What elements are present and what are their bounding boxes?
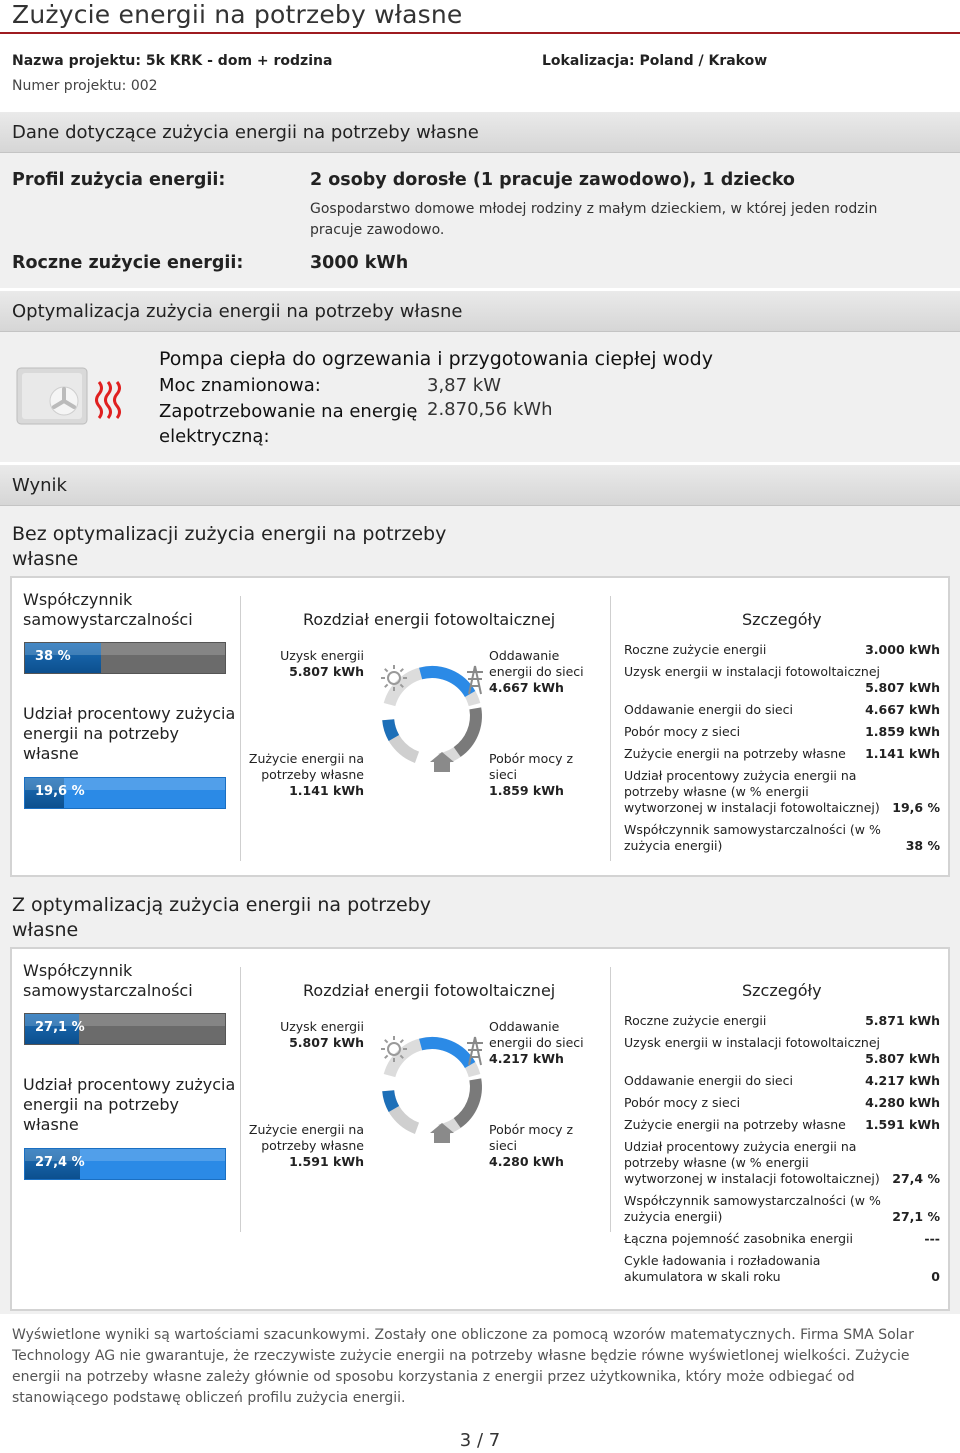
details-value: 27,4 % — [892, 1171, 940, 1186]
autarky-bar — [24, 642, 226, 674]
details-key: Pobór mocy z sieci — [624, 1095, 741, 1110]
sun-ray — [400, 1040, 403, 1043]
heat-pump-icon — [16, 367, 88, 425]
share-label: Udział procentowy zużycia energii na potrzeby własne — [23, 704, 236, 763]
column-divider — [240, 596, 241, 861]
details-value: 1.141 kWh — [865, 746, 940, 761]
details-column-title: Szczegóły — [742, 610, 822, 629]
scenario-title: Z optymalizacją zużycia energii na potrzeby własne — [12, 894, 432, 941]
details-value: 1.859 kWh — [865, 724, 940, 739]
result-section-title: Wynik — [12, 475, 67, 496]
details-row — [624, 1095, 940, 1111]
details-value: 5.807 kWh — [865, 680, 940, 695]
optimization-section-title: Optymalizacja zużycia energii na potrzeby własne — [12, 301, 463, 322]
demand-value: 2.870,56 kWh — [427, 399, 553, 420]
feed-in-label: Oddawanie energii do sieci 4.667 kWh — [489, 648, 584, 695]
column-divider — [240, 967, 241, 1232]
power-label: Moc znamionowa: — [159, 375, 321, 396]
consumption-section-header — [0, 111, 960, 153]
details-key: Uzysk energii w instalacji fotowoltaicznej — [624, 664, 880, 679]
details-row — [624, 822, 940, 854]
device-title: Pompa ciepła do ogrzewania i przygotowania ciepłej wody — [159, 348, 713, 370]
details-value: 4.667 kWh — [865, 702, 940, 717]
details-row — [624, 1035, 940, 1067]
details-value: 4.217 kWh — [865, 1073, 940, 1088]
details-value: 4.280 kWh — [865, 1095, 940, 1110]
ring-feed-in-arc — [421, 1043, 471, 1065]
self-consumption-label: Zużycie energii na potrzeby własne 1.591 kWh — [248, 1122, 364, 1169]
result-section-header — [0, 464, 960, 506]
annual-value: 3000 kWh — [310, 253, 409, 273]
sun-ray — [385, 1040, 388, 1043]
ring-grid-arc — [457, 708, 476, 752]
grid-purchase-label: Pobór mocy z sieci 4.280 kWh — [489, 1122, 574, 1169]
optimization-section-header — [0, 290, 960, 332]
ring-grid-arc — [457, 1079, 476, 1123]
pv-split-column-title: Rozdział energii fotowoltaicznej — [303, 981, 556, 1000]
autarky-bar — [24, 1013, 226, 1045]
sun-icon — [381, 1036, 407, 1062]
heat-waves-icon — [94, 380, 124, 420]
project-location: Lokalizacja: Poland / Krakow — [542, 53, 768, 69]
pylon-icon — [467, 1037, 483, 1065]
details-key: Udział procentowy zużycia energii na potrzeby własne (w % energii wytworzonej w instalacji fotowoltaicznej) — [624, 1139, 880, 1186]
optimization-panel — [0, 332, 960, 462]
share-value: 27,4 % — [35, 1155, 85, 1170]
page-number: 3 / 7 — [459, 1430, 501, 1451]
pv-distribution-ring — [372, 1025, 492, 1157]
profile-value: 2 osoby dorosłe (1 pracuje zawodowo), 1 dziecko — [310, 170, 795, 190]
project-number: Numer projektu: 002 — [12, 78, 158, 94]
details-key: Zużycie energii na potrzeby własne — [624, 1117, 846, 1132]
sun-icon — [381, 665, 407, 691]
autarky-value: 38 % — [35, 649, 71, 664]
pylon-shape — [467, 666, 483, 694]
details-key: Zużycie energii na potrzeby własne — [624, 746, 846, 761]
pv-distribution-ring — [372, 654, 492, 786]
details-row — [624, 1117, 940, 1133]
details-value: 5.807 kWh — [865, 1051, 940, 1066]
self-consumption-label: Zużycie energii na potrzeby własne 1.141 kWh — [248, 751, 364, 798]
details-key: Oddawanie energii do sieci — [624, 702, 793, 717]
details-value: 19,6 % — [892, 800, 940, 815]
column-divider — [610, 596, 611, 861]
consumption-section-title: Dane dotyczące zużycia energii na potrzeby własne — [12, 122, 479, 143]
details-value: 27,1 % — [892, 1209, 940, 1224]
grid-purchase-label: Pobór mocy z sieci 1.859 kWh — [489, 751, 574, 798]
share-bar — [24, 777, 226, 809]
pv-split-column-title: Rozdział energii fotowoltaicznej — [303, 610, 556, 629]
details-value: 1.591 kWh — [865, 1117, 940, 1132]
details-row — [624, 1253, 940, 1285]
details-row — [624, 1193, 940, 1225]
sun-ray — [400, 669, 403, 672]
details-value: 3.000 kWh — [865, 642, 940, 657]
autarky-value: 27,1 % — [35, 1020, 85, 1035]
details-row — [624, 1139, 940, 1187]
details-key: Współczynnik samowystarczalności (w % zużycia energii) — [624, 822, 881, 853]
ring-self-arc — [388, 720, 394, 738]
pylon-shape — [467, 1037, 483, 1065]
yield-label: Uzysk energii 5.807 kWh — [280, 648, 364, 679]
details-value: --- — [924, 1231, 940, 1246]
pylon-icon — [467, 666, 483, 694]
demand-label: Zapotrzebowanie na energię elektryczną: — [159, 401, 418, 447]
details-key: Roczne zużycie energii — [624, 1013, 767, 1028]
details-row — [624, 1231, 940, 1247]
details-row — [624, 768, 940, 816]
details-column-title: Szczegóły — [742, 981, 822, 1000]
details-key: Roczne zużycie energii — [624, 642, 767, 657]
profile-label: Profil zużycia energii: — [12, 170, 226, 190]
title-rule — [0, 32, 960, 34]
scenario-panel-with — [10, 947, 950, 1311]
scenario-title: Bez optymalizacji zużycia energii na potrzeby własne — [12, 523, 447, 570]
details-value: 0 — [931, 1269, 940, 1284]
details-row — [624, 724, 940, 740]
share-bar — [24, 1148, 226, 1180]
sun-core — [388, 1043, 400, 1055]
details-row — [624, 1073, 940, 1089]
details-key: Oddawanie energii do sieci — [624, 1073, 793, 1088]
details-row — [624, 1013, 940, 1029]
sun-ray — [385, 1055, 388, 1058]
consumption-panel — [0, 153, 960, 288]
details-row — [624, 746, 940, 762]
annual-label: Roczne zużycie energii: — [12, 253, 244, 273]
power-value: 3,87 kW — [427, 375, 502, 396]
project-name: Nazwa projektu: 5k KRK - dom + rodzina — [12, 53, 333, 69]
details-key: Cykle ładowania i rozładowania akumulatora w skali roku — [624, 1253, 821, 1284]
details-key: Udział procentowy zużycia energii na potrzeby własne (w % energii wytworzonej w instalacji fotowoltaicznej) — [624, 768, 880, 815]
ring-feed-in-arc — [421, 672, 471, 694]
share-label: Udział procentowy zużycia energii na potrzeby własne — [23, 1075, 236, 1134]
details-row — [624, 664, 940, 696]
disclaimer: Wyświetlone wyniki są wartościami szacunkowymi. Zostały one obliczone za pomocą wzorów matematycznych. Firma SMA Solar Technology AG nie gwarantuje, że rzeczywiste zużycie energii na potrzeby własne będzie równe wyświetlonej wielkości. Zużycie energii na potrzeby własne zależy głównie od sposobu korzystania z energii przez użytkownika, który może odbiegać od stanowiącego podstawę obliczeń profilu zużycia energii. — [12, 1327, 914, 1406]
autarky-column-title: Współczynnik samowystarczalności — [23, 590, 193, 629]
autarky-column-title: Współczynnik samowystarczalności — [23, 961, 193, 1000]
sun-ray — [385, 669, 388, 672]
details-row — [624, 702, 940, 718]
details-value: 5.871 kWh — [865, 1013, 940, 1028]
details-row — [624, 642, 940, 658]
details-value: 38 % — [905, 838, 940, 853]
feed-in-label: Oddawanie energii do sieci 4.217 kWh — [489, 1019, 584, 1066]
ring-self-arc — [388, 1091, 394, 1109]
profile-description: Gospodarstwo domowe młodej rodziny z małym dzieckiem, w której jeden rodzin pracuje zawodowo. — [310, 201, 878, 238]
page-title: Zużycie energii na potrzeby własne — [12, 0, 463, 29]
column-divider — [610, 967, 611, 1232]
details-key: Uzysk energii w instalacji fotowoltaicznej — [624, 1035, 880, 1050]
details-key: Współczynnik samowystarczalności (w % zużycia energii) — [624, 1193, 881, 1224]
sun-core — [388, 672, 400, 684]
share-value: 19,6 % — [35, 784, 85, 799]
details-key: Pobór mocy z sieci — [624, 724, 741, 739]
yield-label: Uzysk energii 5.807 kWh — [280, 1019, 364, 1050]
sun-ray — [385, 684, 388, 687]
details-key: Łączna pojemność zasobnika energii — [624, 1231, 853, 1246]
scenario-panel-without — [10, 576, 950, 877]
